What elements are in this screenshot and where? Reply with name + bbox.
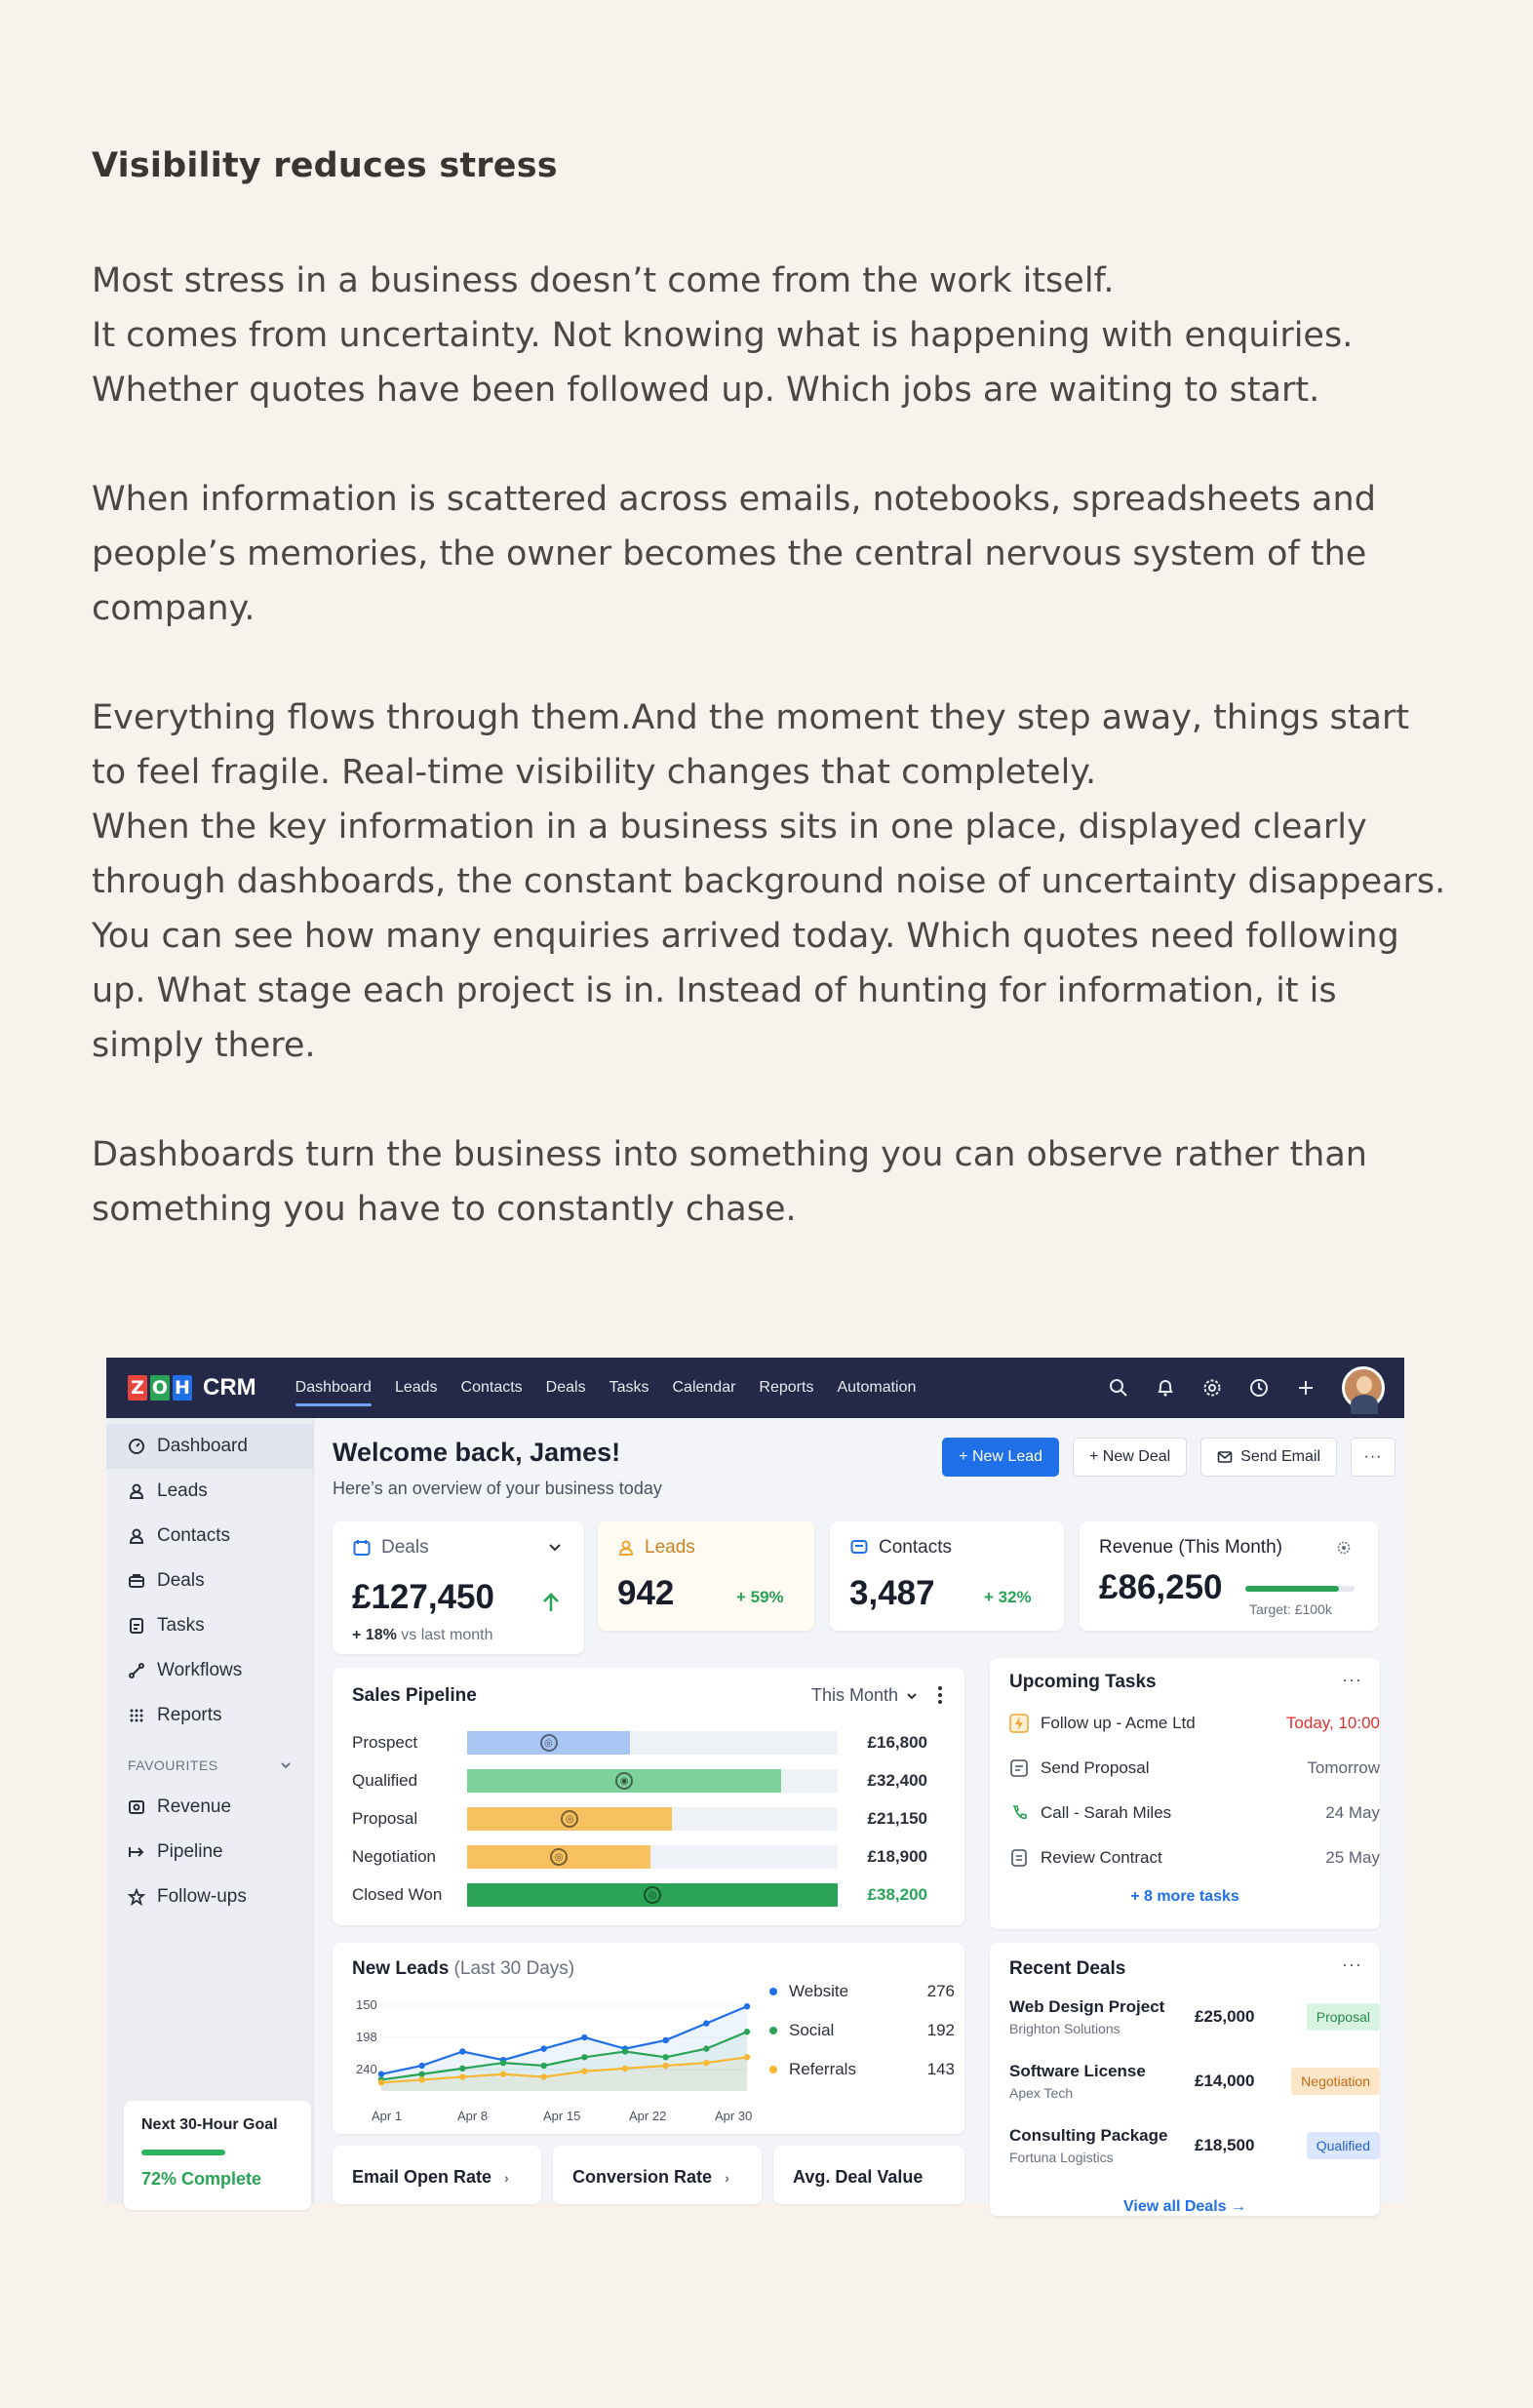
pipeline-bar: [467, 1731, 630, 1755]
grid-icon: [128, 1707, 145, 1724]
y-tick-label: 150: [356, 1997, 377, 2012]
workflow-icon: [128, 1662, 145, 1679]
coin-icon: ◎: [550, 1848, 568, 1866]
goal-title: Next 30-Hour Goal: [141, 2116, 278, 2133]
sidebar-item-deals[interactable]: [106, 1559, 313, 1603]
data-point: [703, 2060, 709, 2066]
nav-dashboard[interactable]: Dashboard: [295, 1358, 372, 1418]
nav-reports[interactable]: Reports: [759, 1379, 814, 1396]
bell-icon[interactable]: [1155, 1377, 1176, 1399]
legend-count: 192: [926, 2021, 955, 2039]
sidebar-item-label: Follow-ups: [157, 1886, 247, 1907]
logo-letter: Z: [128, 1375, 147, 1401]
deal-name: Software License: [1009, 2062, 1146, 2080]
new-leads-panel: [333, 1943, 964, 2134]
pipeline-amount: £21,150: [867, 1809, 927, 1828]
nav-contacts[interactable]: Contacts: [460, 1379, 523, 1396]
kpi-note: [352, 1627, 493, 1644]
data-point: [662, 2037, 668, 2043]
paragraph-3: [92, 691, 1457, 1073]
legend-row: [769, 2021, 955, 2040]
tasks-icon: [128, 1617, 145, 1635]
sidebar-item-contacts[interactable]: [106, 1514, 313, 1559]
line: up. What stage each project is in. Instead of hunting for information, it is: [92, 971, 1337, 1010]
data-point: [500, 2071, 506, 2076]
sidebar-item-follow-ups[interactable]: [106, 1875, 313, 1919]
period-select[interactable]: [811, 1685, 918, 1706]
sidebar-item-dashboard[interactable]: [106, 1424, 313, 1469]
pipeline-track: [467, 1807, 838, 1831]
coin-icon: ◎: [561, 1810, 578, 1828]
sidebar-item-label: Dashboard: [157, 1436, 248, 1456]
line: through dashboards, the constant background noise of uncertainty disappears.: [92, 862, 1446, 901]
deal-company: Fortuna Logistics: [1009, 2150, 1114, 2165]
bolt-icon: [1009, 1714, 1029, 1733]
phone-icon: [1009, 1803, 1029, 1823]
line: Whether quotes have been followed up. Which jobs are waiting to start.: [92, 371, 1320, 410]
mini-card-label: Avg. Deal Value: [793, 2167, 924, 2187]
arrow-up-icon: [541, 1592, 561, 1613]
data-point: [540, 2063, 546, 2069]
line: It comes from uncertainty. Not knowing what is happening with enquiries.: [92, 316, 1354, 355]
more-tasks-link[interactable]: + 8 more tasks: [1130, 1888, 1239, 1905]
deal-stage-badge: Negotiation: [1291, 2068, 1380, 2095]
more-options-icon[interactable]: ···: [1342, 1670, 1362, 1689]
gear-icon[interactable]: [1337, 1541, 1351, 1555]
top-icons: [1108, 1358, 1385, 1418]
document-icon: [1009, 1758, 1029, 1778]
legend-dot: [769, 1988, 777, 1995]
sidebar-item-label: Tasks: [157, 1615, 205, 1636]
user-icon: [617, 1539, 635, 1557]
view-all-deals-link[interactable]: View all Deals →: [1123, 2198, 1246, 2215]
legend-dot: [769, 2066, 777, 2073]
deal-name: Web Design Project: [1009, 1997, 1165, 2016]
sidebar-item-label: Deals: [157, 1570, 205, 1591]
action-buttons: [942, 1438, 1395, 1477]
contacts-icon: [128, 1527, 145, 1545]
data-point: [378, 2079, 384, 2085]
kpi-value: £127,450: [352, 1578, 494, 1616]
data-point: [622, 2048, 628, 2054]
more-actions-button[interactable]: ···: [1351, 1438, 1395, 1477]
pipeline-bar: [467, 1807, 672, 1831]
pipeline-stage: Prospect: [352, 1733, 418, 1752]
crm-screenshot: [106, 1358, 1404, 2215]
coin-icon: ◉: [615, 1772, 633, 1790]
data-point: [540, 2045, 546, 2051]
pipeline-row[interactable]: [352, 1842, 937, 1872]
line: Most stress in a business doesn’t come from the work itself.: [92, 261, 1115, 300]
recent-deals-panel: [990, 1943, 1380, 2216]
chevron-right-icon: ›: [504, 2170, 509, 2186]
kpi-label: Revenue (This Month): [1099, 1537, 1282, 1558]
panel-title-main: New Leads: [352, 1958, 450, 1979]
new-lead-button[interactable]: + New Lead: [942, 1438, 1059, 1477]
pipeline-row[interactable]: [352, 1880, 937, 1910]
chevron-down-icon: [280, 1759, 292, 1771]
data-point: [459, 2073, 465, 2079]
section-label: FAVOURITES: [128, 1757, 218, 1773]
revenue-progress-fill: [1245, 1586, 1339, 1592]
data-point: [418, 2063, 424, 2069]
task-due: 24 May: [1325, 1803, 1380, 1822]
data-point: [703, 2045, 709, 2051]
sidebar-item-leads[interactable]: [106, 1469, 313, 1514]
deals-kpi-card[interactable]: [333, 1521, 584, 1654]
data-point: [418, 2076, 424, 2082]
sidebar-item-pipeline[interactable]: [106, 1830, 313, 1875]
data-point: [662, 2063, 668, 2069]
nav-automation[interactable]: Automation: [837, 1379, 917, 1396]
data-point: [581, 2054, 587, 2060]
deal-amount: £18,500: [1195, 2136, 1255, 2154]
revenue-icon: [128, 1798, 145, 1816]
task-due: 25 May: [1325, 1848, 1380, 1867]
x-tick-label: Apr 8: [457, 2109, 489, 2123]
welcome-subtitle: Here’s an overview of your business today: [333, 1479, 662, 1498]
pipeline-row[interactable]: [352, 1804, 937, 1834]
legend-name: Social: [789, 2021, 835, 2039]
send-email-label: Send Email: [1240, 1448, 1320, 1465]
line: to feel fragile. Real-time visibility changes that completely.: [92, 753, 1097, 792]
deal-row[interactable]: [1009, 1997, 1380, 2046]
deal-amount: £14,000: [1195, 2072, 1255, 2090]
user-avatar[interactable]: [1342, 1366, 1385, 1409]
data-point: [500, 2060, 506, 2066]
data-point: [540, 2073, 546, 2079]
line: simply there.: [92, 1026, 316, 1065]
kpi-value: £86,250: [1099, 1568, 1223, 1606]
star-icon: [128, 1888, 145, 1906]
chevron-right-icon: ›: [725, 2170, 729, 2186]
kpi-change: + 59%: [736, 1588, 784, 1606]
nav-calendar[interactable]: Calendar: [672, 1379, 736, 1396]
pipeline-row[interactable]: [352, 1728, 937, 1757]
data-point: [622, 2066, 628, 2072]
goal-progress-bar: [141, 2150, 225, 2155]
briefcase-icon: [128, 1572, 145, 1590]
x-tick-label: Apr 1: [372, 2109, 403, 2123]
email-icon: [1217, 1449, 1233, 1465]
panel-title-period: (Last 30 Days): [453, 1958, 575, 1979]
pipeline-stage: Closed Won: [352, 1885, 443, 1904]
pipeline-amount: £38,200: [867, 1885, 927, 1904]
main-nav: [295, 1358, 940, 1418]
legend-row: [769, 2060, 955, 2079]
kpi-header: [617, 1537, 695, 1559]
deal-stage-badge: Qualified: [1307, 2132, 1380, 2159]
pipeline-track: [467, 1769, 838, 1793]
kpi-value: 942: [617, 1574, 675, 1612]
nav-deals[interactable]: Deals: [545, 1379, 586, 1396]
data-point: [459, 2066, 465, 2072]
nav-tasks[interactable]: Tasks: [609, 1379, 649, 1396]
article: [92, 146, 1457, 1291]
kebab-menu-icon[interactable]: [937, 1685, 943, 1705]
revenue-progress-track: [1245, 1586, 1355, 1592]
data-point: [744, 2054, 750, 2060]
app-name: CRM: [203, 1374, 256, 1401]
more-options-icon[interactable]: ···: [1342, 1954, 1362, 1974]
data-point: [459, 2048, 465, 2054]
pipeline-icon: [128, 1843, 145, 1861]
paragraph-1: [92, 254, 1457, 417]
line: Dashboards turn the business into something you can observe rather than: [92, 1135, 1367, 1174]
chevron-down-icon: [906, 1690, 918, 1702]
mini-card-label: Conversion Rate: [572, 2167, 713, 2187]
sidebar-item-label: Contacts: [157, 1525, 230, 1546]
revenue-target: Target: £100k: [1249, 1601, 1332, 1617]
line: When the key information in a business sits in one place, displayed clearly: [92, 808, 1367, 847]
deal-company: Apex Tech: [1009, 2085, 1074, 2101]
welcome-heading: Welcome back, James!: [333, 1438, 621, 1467]
panel-title: Sales Pipeline: [352, 1685, 477, 1706]
data-point: [378, 2071, 384, 2076]
panel-title: Recent Deals: [1009, 1958, 1126, 1979]
kpi-label: Leads: [645, 1537, 695, 1558]
revenue-kpi-card[interactable]: [1080, 1521, 1378, 1631]
task-name: Review Contract: [1041, 1848, 1162, 1867]
legend-name: Referrals: [789, 2060, 856, 2078]
data-point: [418, 2071, 424, 2076]
y-tick-label: 198: [356, 2030, 377, 2044]
data-point: [703, 2020, 709, 2026]
logo-letter: H: [173, 1375, 192, 1401]
task-row[interactable]: [1009, 1843, 1380, 1873]
task-name: Follow up - Acme Ltd: [1041, 1714, 1196, 1732]
mini-card-label: Email Open Rate: [352, 2167, 492, 2187]
data-point: [744, 2003, 750, 2009]
task-name: Call - Sarah Miles: [1041, 1803, 1172, 1822]
contacts-kpi-card[interactable]: [830, 1521, 1064, 1631]
contract-icon: [1009, 1848, 1029, 1868]
sidebar-item-workflows[interactable]: [106, 1648, 313, 1693]
x-tick-label: Apr 22: [629, 2109, 667, 2123]
paragraph-4: [92, 1127, 1457, 1237]
goal-percent: 72% Complete: [141, 2169, 262, 2189]
kpi-value: 3,487: [849, 1574, 935, 1612]
legend-name: Website: [789, 1982, 849, 2000]
sidebar-item-reports[interactable]: [106, 1693, 313, 1738]
nav-leads[interactable]: Leads: [394, 1379, 438, 1396]
y-tick-label: 240: [356, 2062, 377, 2076]
x-tick-label: Apr 15: [543, 2109, 581, 2123]
pipeline-track: [467, 1731, 838, 1755]
sidebar-item-label: Workflows: [157, 1660, 243, 1680]
task-row[interactable]: [1009, 1798, 1380, 1828]
kpi-change: + 18%: [352, 1627, 397, 1643]
task-name: Send Proposal: [1041, 1758, 1150, 1777]
top-navigation-bar: [106, 1358, 1404, 1418]
legend-count: 276: [926, 1982, 955, 2000]
pipeline-row[interactable]: [352, 1766, 937, 1796]
sidebar: [106, 1418, 314, 2203]
line: company.: [92, 589, 256, 628]
task-due: Today, 10:00: [1285, 1714, 1380, 1732]
dashboard-icon: [128, 1438, 145, 1455]
kpi-label: Contacts: [879, 1537, 952, 1558]
pipeline-stage: Proposal: [352, 1809, 418, 1828]
pipeline-bar: [467, 1845, 650, 1869]
legend-row: [769, 1982, 955, 2001]
task-row[interactable]: [1009, 1709, 1380, 1738]
search-icon[interactable]: [1108, 1377, 1129, 1399]
clock-icon[interactable]: [1248, 1377, 1270, 1399]
line: When information is scattered across emails, notebooks, spreadsheets and: [92, 480, 1376, 519]
chevron-down-icon[interactable]: [548, 1541, 562, 1555]
x-tick-label: Apr 30: [715, 2109, 753, 2123]
legend-dot: [769, 2027, 777, 2034]
article-heading: Visibility reduces stress: [92, 146, 558, 185]
coin-icon: ◎: [540, 1734, 558, 1752]
logo-letter: O: [151, 1377, 169, 1399]
user-icon: [128, 1482, 145, 1500]
deal-amount: £25,000: [1195, 2007, 1255, 2026]
pipeline-amount: £16,800: [867, 1733, 927, 1752]
new-deal-button[interactable]: + New Deal: [1073, 1438, 1187, 1477]
kpi-header: [849, 1537, 952, 1559]
coin-icon: ◎: [644, 1886, 661, 1904]
goal-card[interactable]: [124, 2101, 311, 2210]
sidebar-item-tasks[interactable]: [106, 1603, 313, 1648]
calendar-icon: [352, 1538, 372, 1558]
kpi-change: + 32%: [984, 1588, 1032, 1606]
data-point: [744, 2029, 750, 2034]
sidebar-item-label: Revenue: [157, 1796, 232, 1817]
pipeline-amount: £18,900: [867, 1847, 927, 1866]
conversion-rate-card[interactable]: [553, 2146, 762, 2204]
kpi-label: Deals: [381, 1537, 429, 1558]
data-point: [581, 2034, 587, 2040]
leads-kpi-card[interactable]: [598, 1521, 814, 1631]
paragraph-2: [92, 472, 1457, 636]
pipeline-bar: [467, 1769, 781, 1793]
line: Everything flows through them.And the moment they step away, things start: [92, 698, 1410, 737]
panel-title: Upcoming Tasks: [1009, 1672, 1157, 1692]
sidebar-item-revenue[interactable]: [106, 1785, 313, 1830]
sidebar-item-label: Leads: [157, 1480, 208, 1501]
kpi-note-text: vs last month: [401, 1627, 493, 1643]
pipeline-track: [467, 1845, 838, 1869]
pipeline-track: [467, 1883, 838, 1907]
new-leads-line-chart: [342, 1982, 762, 2128]
line: You can see how many enquiries arrived today. Which quotes need following: [92, 917, 1399, 956]
favourites-section[interactable]: [106, 1746, 313, 1785]
data-point: [581, 2069, 587, 2074]
line: people’s memories, the owner becomes the central nervous system of the: [92, 534, 1367, 573]
chat-icon: [849, 1538, 869, 1558]
deal-company: Brighton Solutions: [1009, 2021, 1120, 2036]
deal-row[interactable]: [1009, 2062, 1380, 2111]
send-email-button[interactable]: [1200, 1438, 1337, 1477]
sidebar-item-label: Pipeline: [157, 1841, 223, 1862]
gear-icon[interactable]: [1201, 1377, 1223, 1399]
pipeline-stage: Negotiation: [352, 1847, 437, 1866]
pipeline-stage: Qualified: [352, 1771, 418, 1790]
panel-title: [352, 1958, 574, 1980]
pipeline-bar: [467, 1883, 838, 1907]
deal-row[interactable]: [1009, 2126, 1380, 2175]
plus-icon[interactable]: [1295, 1377, 1317, 1399]
task-due: Tomorrow: [1307, 1758, 1380, 1777]
upcoming-tasks-panel: [990, 1658, 1380, 1929]
deal-stage-badge: Proposal: [1307, 2003, 1380, 2031]
email-open-rate-card[interactable]: [333, 2146, 541, 2204]
line: something you have to constantly chase.: [92, 1190, 797, 1229]
sidebar-item-label: Reports: [157, 1705, 222, 1725]
task-row[interactable]: [1009, 1754, 1380, 1783]
kpi-header: [1099, 1537, 1351, 1559]
sales-pipeline-panel: [333, 1668, 964, 1925]
data-point: [662, 2054, 668, 2060]
legend-count: 143: [926, 2060, 955, 2078]
kpi-header: [352, 1537, 562, 1559]
avg-deal-value-card[interactable]: [773, 2146, 964, 2204]
deal-name: Consulting Package: [1009, 2126, 1168, 2145]
period-label: This Month: [810, 1685, 898, 1705]
pipeline-amount: £32,400: [867, 1771, 927, 1790]
crm-logo[interactable]: [128, 1374, 256, 1401]
